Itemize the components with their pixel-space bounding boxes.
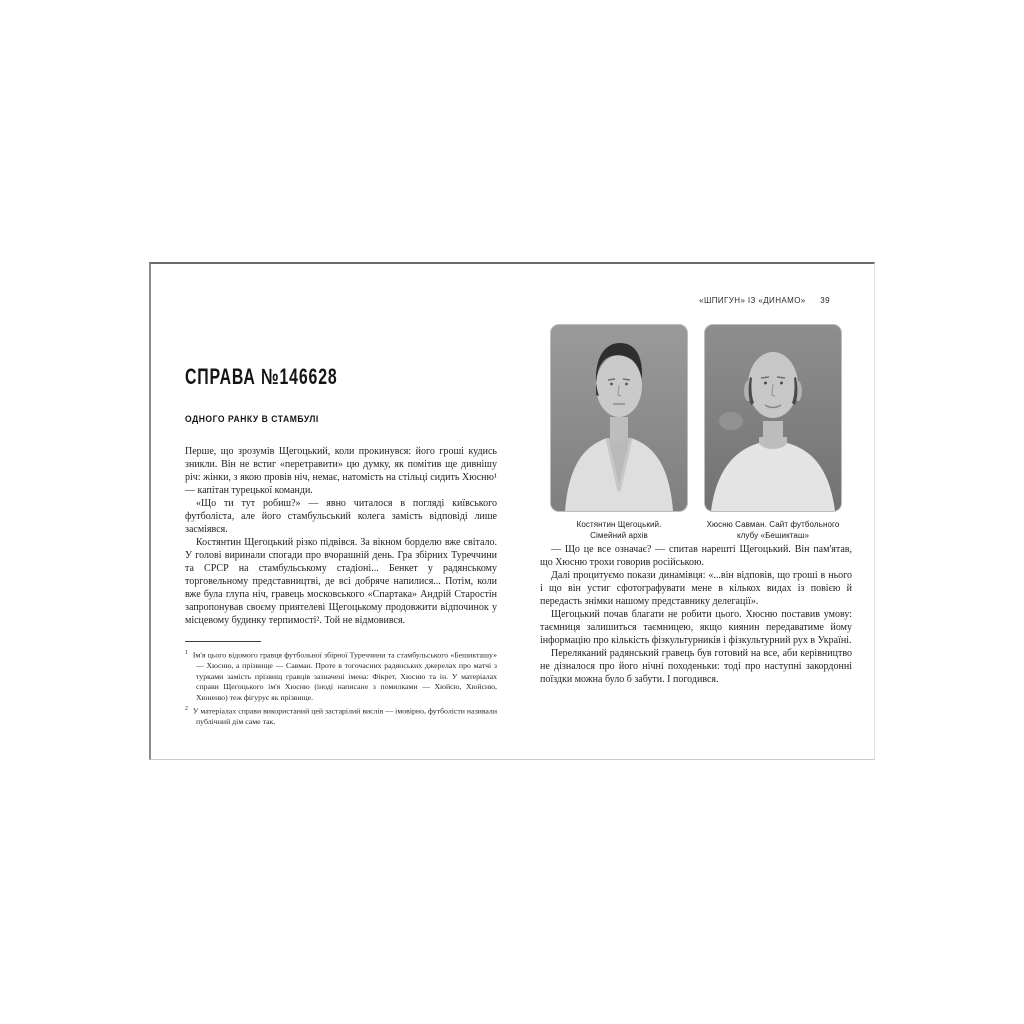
portrait-man-with-hair-icon <box>551 325 687 511</box>
figure-savman <box>702 324 844 541</box>
book-spread <box>149 262 875 760</box>
figure-shchehotskyi <box>548 324 690 541</box>
paragraph: Щегоцький почав благати не робити цього. Хюсню поставив умову: таємниця залишиться таємницею, якщо киянин передаватиме йому інформацію про кількість фізкультурників і фізкультурний рух в Україні. <box>540 609 852 646</box>
left-page <box>185 264 497 759</box>
footnote-text: У матеріалах справи використаний цей застарілий вислів — імовірно, футболісти називали публічний дім саме так. <box>192 706 497 726</box>
case-title: СПРАВА №146628 <box>185 364 338 389</box>
photo-caption <box>707 519 840 541</box>
paragraph: «Що ти тут робиш?» — явно читалося в погляді київського футболіста, але його стамбульський колега замість відповіді лише засміявся. <box>185 498 497 535</box>
paragraph: Далі процитуємо покази динамівця: «...він відповів, що гроші в нього і що він устиг сфотографувати мене в кількох видах із повією й передасть знімки нашому представнику делегації». <box>540 570 852 607</box>
running-header <box>540 296 830 305</box>
paragraph: — Що це все означає? — спитав нарешті Щегоцький. Він пам'ятав, що Хюсню трохи говорив російською. <box>540 544 852 568</box>
photo-row <box>548 324 844 541</box>
caption-line: Сімейний архів <box>590 531 648 540</box>
right-page <box>540 264 852 759</box>
paragraph: Переляканий радянський гравець був готовий на все, аби керівництво не дізналося про його нічні походеньки: тоді про наступні закордонні поїздки можна було б забути. І погодився. <box>540 648 852 685</box>
caption-line: Костянтин Щегоцький. <box>576 520 662 529</box>
footnote <box>185 704 497 728</box>
left-body-text <box>185 445 497 627</box>
footnote-marker: 2 <box>185 705 188 712</box>
footnote-marker: 1 <box>185 650 188 656</box>
caption-line: клубу «Бешикташ» <box>736 531 810 540</box>
portrait-bald-man-icon <box>705 325 841 511</box>
footnotes <box>185 648 497 727</box>
footnote <box>185 648 497 704</box>
paragraph: Костянтин Щегоцький різко підвівся. За вікном борделю вже світало. У голові виринали спогади про вчорашній день. Гра збірних Туреччини та СРСР на стамбульському стадіоні... Бенкет у радянському торговельному представництві, де всі добряче напилися... Потім, коли вже була глупа ніч, гравець московського «Спартака» Андрій Старостін запропонував своєму приятелеві Щегоцькому продовжити відпочинок у місцевому будинку терпимості². Той не відмовився. <box>185 537 497 626</box>
paragraph: Перше, що зрозумів Щегоцький, коли прокинувся: його гроші кудись зникли. Він не встиг «перетравити» цю думку, як помітив ще дивнішу річ: жінки, з якою провів ніч, немає, натомість на стільці сидить Хюсню¹ — капітан турецької команди. <box>185 446 497 496</box>
photo-caption <box>577 519 662 541</box>
footnote-divider <box>185 641 261 642</box>
footnote-text: Ім'я цього відомого гравця футбольної збірної Туреччини та стамбульського «Бешикташу» — Хюсню, а прізвище — Савман. Проте в тогочасних радянських джерелах про матчі з турками замість прізвищ гравців зазначені імена: Фікрет, Хюсню та ін. У матеріалах справи Щегоцького ім'я Хюсню (іноді написане з помилками — Хюйсю, Хюйсню, Хюненю) теж фігурує як прізвище. <box>192 650 497 702</box>
page-number: 39 <box>820 296 830 305</box>
right-body-text <box>540 543 852 686</box>
running-header-title: «ШПИГУН» ІЗ «ДИНАМО» <box>699 296 806 305</box>
photo-shchehotskyi <box>550 324 688 512</box>
section-subtitle: ОДНОГО РАНКУ В СТАМБУЛІ <box>185 414 319 425</box>
caption-line: Хюсню Савман. Сайт футбольного <box>706 520 840 529</box>
photo-savman <box>704 324 842 512</box>
